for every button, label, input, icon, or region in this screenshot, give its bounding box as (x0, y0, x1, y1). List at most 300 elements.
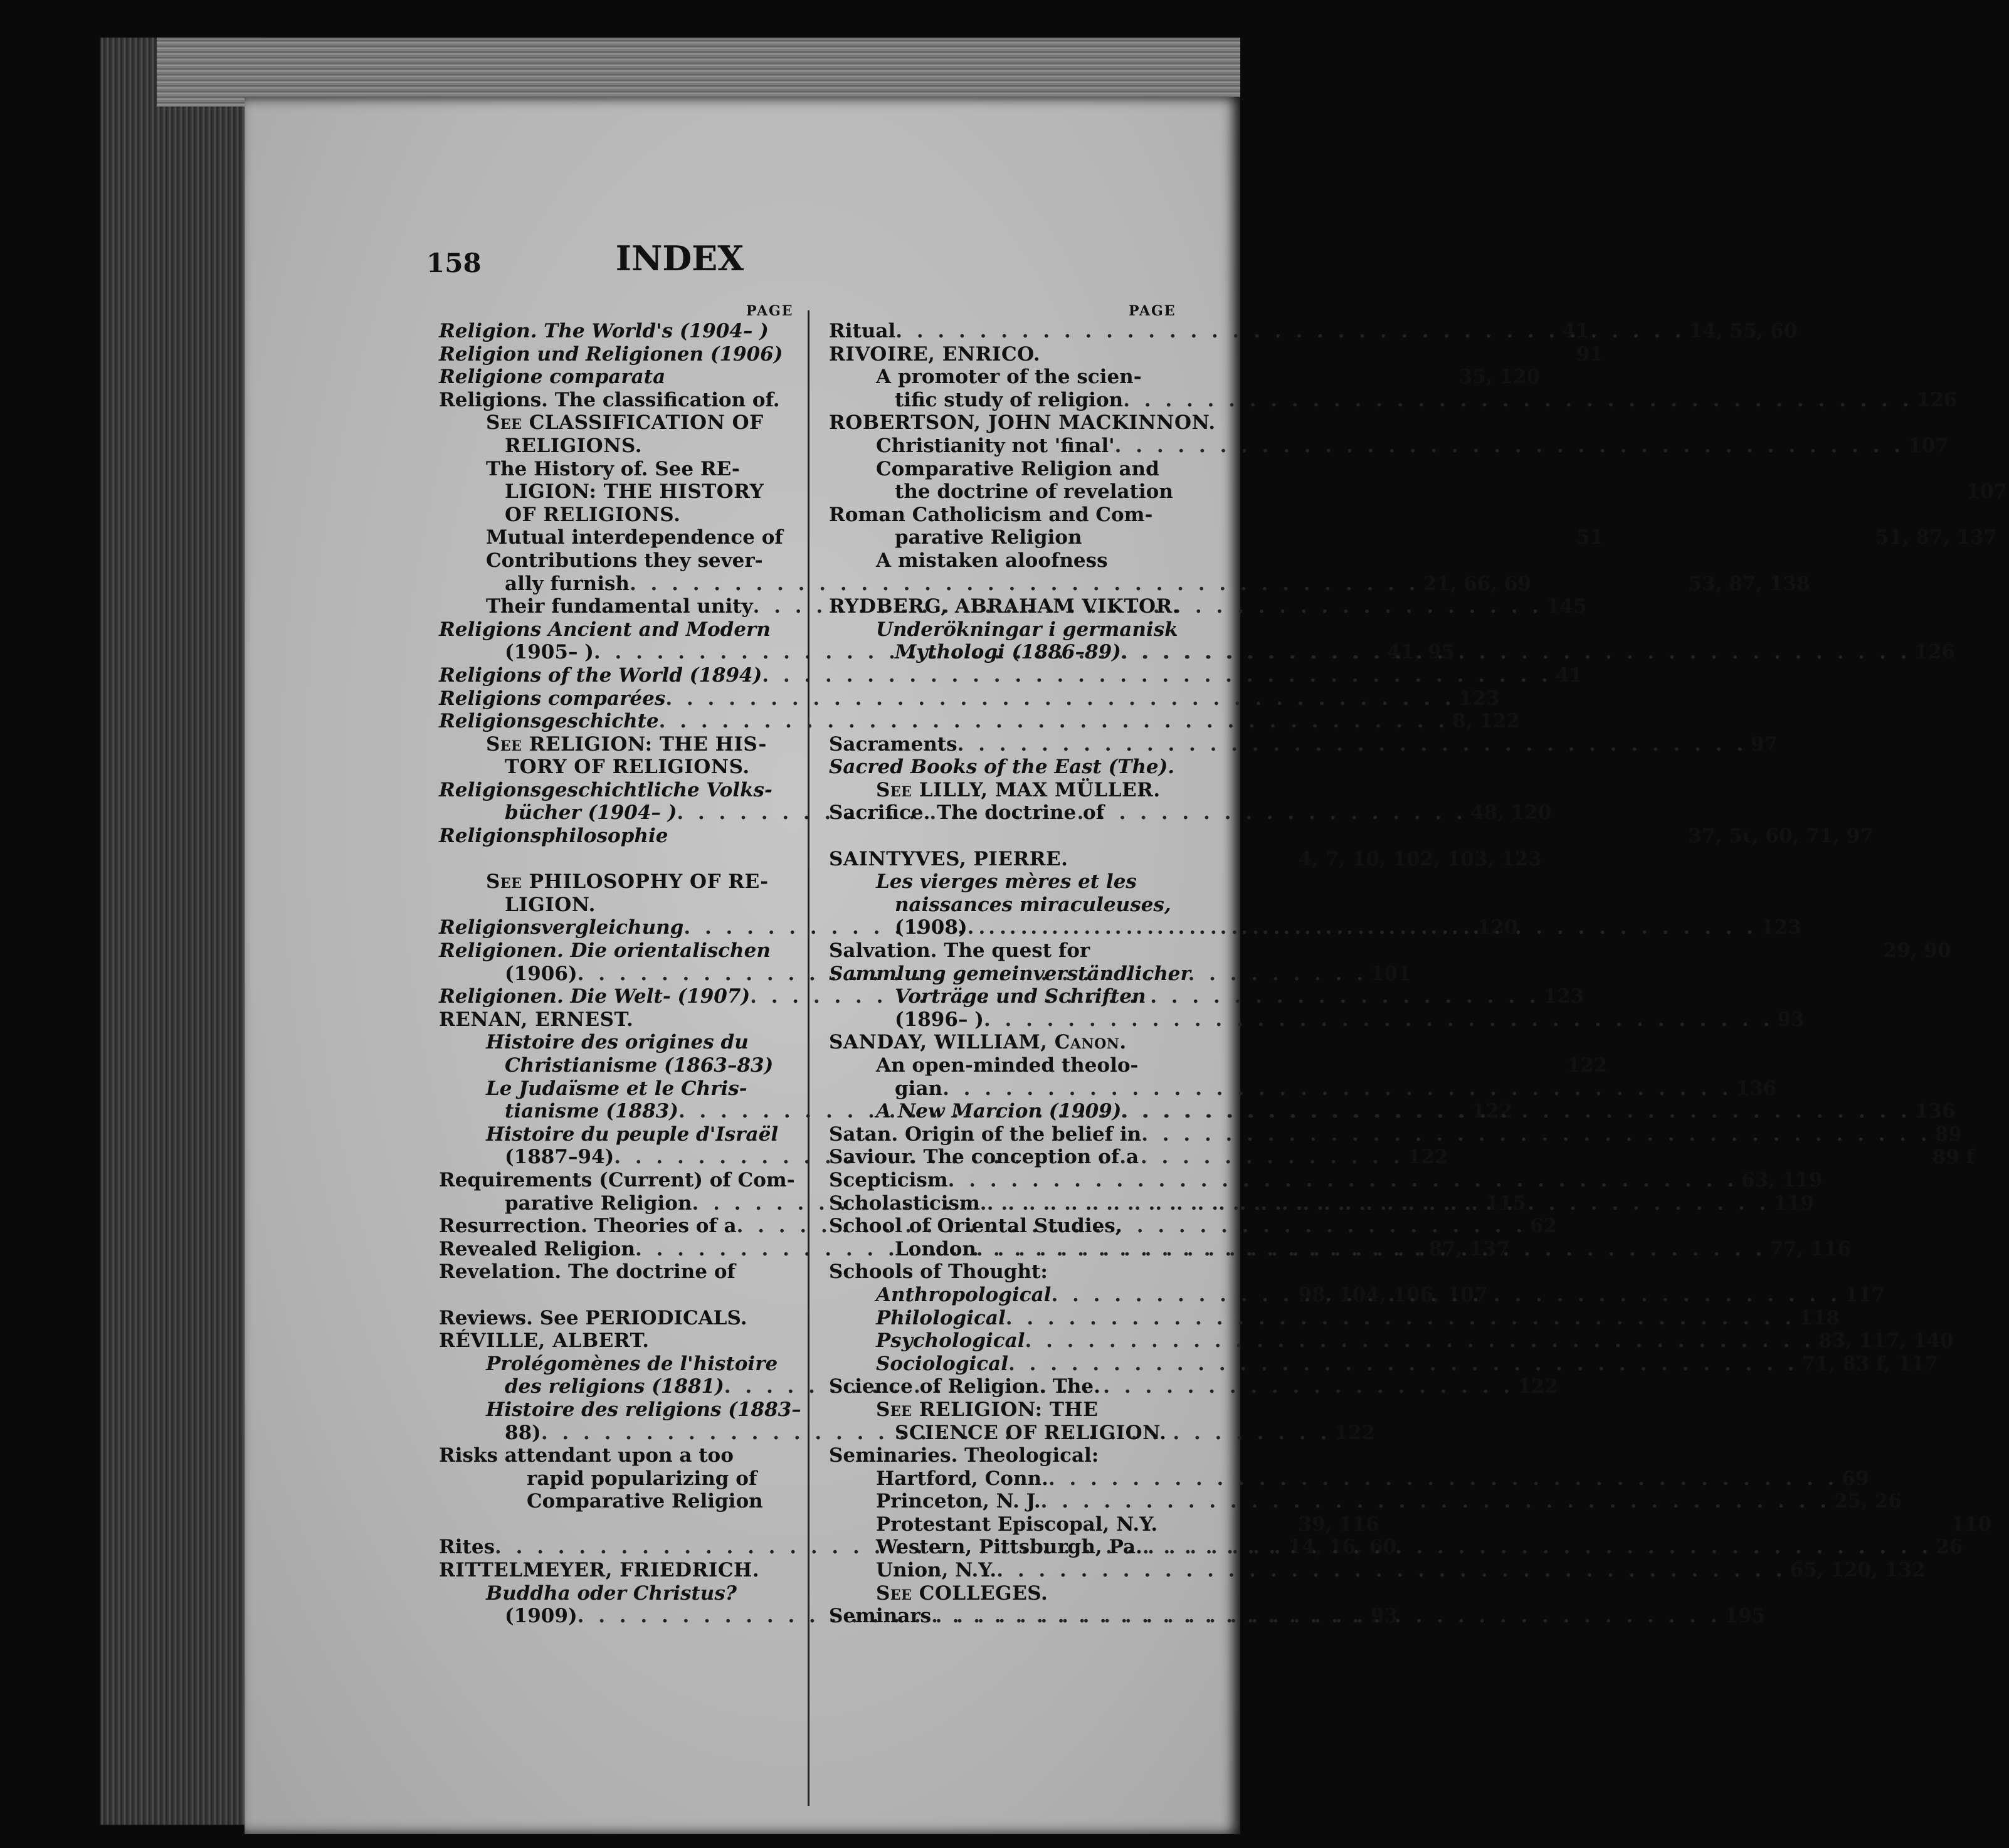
entry-pages (1538, 1031, 1542, 1054)
index-entry (439, 733, 796, 756)
index-entry (439, 1582, 796, 1605)
entry-term: Christianisme (1863–83) (505, 1054, 774, 1077)
entry-term: Religions. The classification of. (439, 388, 780, 411)
entry-pages (1830, 343, 1834, 366)
entry-spacer (829, 710, 1199, 733)
dot-leader (1123, 389, 1912, 412)
entry-term: Risks attendant upon a too (439, 1444, 734, 1467)
entry-term: the doctrine of revelation (895, 480, 1173, 504)
dot-leader (957, 733, 1747, 756)
entry-pages: 65, 120, 132 (1790, 1559, 1926, 1582)
index-entry (439, 549, 796, 573)
entry-pages: 21, 66, 69 (1423, 572, 1531, 595)
index-entry (439, 389, 796, 412)
index-entry (829, 825, 1874, 848)
entry-term: RYDBERG, ABRAHAM VIKTOR. (829, 595, 1180, 618)
index-entry (439, 1077, 796, 1101)
index-entry (829, 985, 1199, 1008)
entry-term: Religionen. Die Welt- (1907) (439, 985, 751, 1008)
entry-pages: 120 (1477, 916, 1518, 939)
entry-pages: 41 (1555, 663, 1583, 687)
dot-leader (942, 1077, 1732, 1101)
entry-term: Histoire du peuple d'Israël (486, 1122, 779, 1146)
index-entry (829, 343, 1199, 366)
index-entry (829, 894, 1199, 917)
entry-term: Contributions they sever- (486, 549, 763, 572)
entry-pages: 136 (1736, 1077, 1777, 1100)
dot-leader (1142, 1536, 1932, 1559)
entry-term: Schools of Thought: (829, 1260, 1048, 1284)
index-entry (829, 1215, 1199, 1238)
entry-pages (1912, 1215, 1916, 1238)
entry-pages (1961, 894, 1964, 917)
index-entry (829, 963, 1199, 986)
index-entry (829, 1306, 1840, 1330)
index-entry (829, 388, 1958, 412)
index-entry (439, 1467, 796, 1491)
index-entry (829, 1329, 1954, 1353)
entry-term: OF RELIGIONS. (505, 503, 681, 526)
entry-pages (1529, 458, 1533, 481)
dot-leader (1041, 1490, 1830, 1513)
entry-pages: 37, 5ι, 60, 71, 97 (1688, 825, 1874, 848)
entry-term: LIGION: THE HISTORY (505, 480, 764, 504)
entry-term: Le Judaïsme et le Chris- (486, 1077, 747, 1100)
entry-term: gian (895, 1077, 943, 1100)
index-entry (439, 1169, 796, 1192)
entry-pages (1968, 618, 1971, 642)
index-entry (829, 1444, 1199, 1467)
entry-pages: 93 (1371, 1605, 1398, 1628)
entry-pages (1980, 963, 1984, 986)
entry-pages: 41 (1562, 320, 1590, 342)
index-entry (439, 710, 1520, 733)
index-entry (829, 1422, 1199, 1445)
entry-term: SCIENCE OF RELIGION. (895, 1421, 1167, 1444)
index-entry (829, 732, 1778, 756)
right-column-page-heading: PAGE (1129, 303, 1176, 319)
entry-pages (1458, 825, 1462, 848)
book-top-edges (157, 38, 1240, 107)
index-entry (829, 1077, 1777, 1101)
entry-term: Revealed Religion (439, 1237, 635, 1260)
entry-pages: 53, 87, 138 (1688, 572, 1810, 595)
entry-pages: 4, 7, 10, 102, 103, 123 (1298, 847, 1542, 870)
index-entry (439, 1123, 796, 1146)
entry-term: A promoter of the scien- (876, 366, 1142, 389)
dot-leader (1115, 435, 1904, 458)
entry-term: des religions (1881) (505, 1375, 724, 1398)
entry-pages: 122 (1334, 1421, 1375, 1444)
entry-pages (1591, 1398, 1595, 1422)
entry-term: Histoire des religions (1883– (486, 1398, 801, 1421)
entry-term: tific study of religion (895, 388, 1124, 411)
entry-term: Scholasticism (829, 1191, 980, 1215)
entry-pages: 8, 122 (1452, 710, 1520, 733)
dot-leader (895, 320, 1685, 343)
index-entry (439, 480, 796, 504)
entry-pages (1558, 870, 1562, 894)
entry-term: rapid popularizing of (527, 1467, 757, 1490)
index-entry (439, 1398, 801, 1422)
index-entry (829, 801, 1199, 825)
entry-term: (1905– ) (505, 641, 594, 664)
index-entry (439, 504, 796, 527)
entry-term: Resurrection. Theories of a (439, 1215, 737, 1238)
index-entry (829, 480, 2008, 504)
entry-term: Science of Religion. The. (829, 1375, 1100, 1398)
entry-term: parative Religion (505, 1191, 692, 1215)
dot-leader (1008, 1353, 1798, 1376)
entry-term: The History of. See RE- (486, 457, 740, 480)
entry-term: See RELIGION: THE HIS- (486, 732, 767, 756)
index-entry (829, 1467, 1869, 1491)
entry-term: SANDAY, WILLIAM, Canon. (829, 1031, 1127, 1054)
index-entry (439, 1031, 796, 1054)
index-entry (829, 526, 1998, 549)
entry-term: Christianity not 'final' (876, 434, 1115, 457)
index-entry (829, 1398, 1199, 1422)
entry-term: Sacred Books of the East (The). (829, 756, 1175, 779)
entry-pages (1936, 985, 1939, 1008)
entry-pages: 97 (1751, 732, 1778, 756)
index-entry (829, 848, 1199, 871)
entry-pages: 41, 95 (1387, 641, 1455, 664)
entry-pages (1554, 480, 1558, 504)
entry-term: London (895, 1237, 976, 1260)
index-entry (829, 504, 1199, 527)
entry-term: Religione comparata (439, 366, 666, 389)
entry-term: Religion. The World's (1904– ) (439, 320, 769, 342)
entry-pages (1553, 411, 1557, 435)
entry-pages: 51, 87, 137 (1875, 526, 1998, 549)
entry-pages (1553, 549, 1556, 573)
entry-pages (1526, 1582, 1530, 1605)
entry-pages: 89 (1934, 1122, 1962, 1146)
entry-pages: 126 (1914, 641, 1955, 664)
entry-pages: 115 (1485, 1191, 1526, 1215)
index-entry (439, 618, 796, 642)
dot-leader (984, 1008, 1773, 1032)
index-entry (829, 1122, 1962, 1146)
entry-term: Religions Ancient and Modern (439, 618, 771, 641)
entry-pages: 63, 119 (1741, 1168, 1823, 1191)
index-entry (439, 939, 796, 963)
entry-pages (1560, 939, 1564, 963)
entry-pages (1523, 1444, 1527, 1467)
entry-pages (2005, 411, 2009, 435)
entry-pages (1838, 1582, 1842, 1605)
entry-pages: 123 (1458, 687, 1500, 710)
index-entry (829, 366, 1199, 389)
entry-pages: 145 (1546, 595, 1587, 618)
entry-pages: 91 (1576, 342, 1603, 366)
entry-pages: 93 (1777, 1008, 1805, 1031)
index-entry (439, 1559, 796, 1582)
index-entry (829, 1352, 1939, 1376)
index-page (245, 97, 2008, 1834)
index-entry (439, 1444, 796, 1467)
index-entry (829, 1375, 1199, 1398)
entry-pages (1916, 1031, 1920, 1054)
index-entry (439, 687, 1500, 710)
index-entry (439, 1329, 796, 1353)
index-entry (439, 1260, 796, 1284)
page-header (245, 238, 1240, 278)
entry-pages: 122 (1472, 1100, 1513, 1123)
entry-pages (1926, 870, 1930, 894)
entry-term: Sociological (876, 1352, 1009, 1375)
entry-pages (1894, 801, 1897, 825)
entry-pages (1931, 366, 1935, 389)
index-entry (439, 825, 796, 848)
index-entry (829, 1490, 1902, 1513)
dot-leader (976, 1238, 1766, 1261)
dot-leader (1121, 1100, 1911, 1123)
entry-term: See RELIGION: THE (876, 1398, 1099, 1421)
index-entry (439, 894, 796, 917)
entry-pages: 77, 116 (1769, 1237, 1851, 1260)
entry-term: A mistaken aloofness (876, 549, 1108, 572)
entry-term: Scepticism (829, 1168, 948, 1191)
column-divider (808, 310, 809, 1806)
entry-term: ally furnish (505, 572, 630, 595)
entry-term: Les vierges mères et les (876, 870, 1137, 894)
dot-leader (948, 1169, 1737, 1192)
entry-term: An open-minded theolo- (876, 1054, 1139, 1077)
index-entry (439, 1490, 796, 1513)
entry-term: naissances miraculeuses, (895, 893, 1171, 916)
entry-term: parative Religion (895, 526, 1082, 549)
entry-pages (1385, 894, 1389, 917)
entry-pages (1950, 779, 1954, 802)
index-entry (829, 458, 1199, 481)
entry-pages: 83, 117, 140 (1818, 1329, 1954, 1353)
entry-term: Ritual (829, 320, 896, 342)
entry-term: Rites (439, 1536, 495, 1559)
entry-term: Religionsgeschichtliche Volks- (439, 778, 772, 801)
index-entry (439, 1008, 796, 1032)
entry-pages (1949, 458, 1953, 481)
entry-pages (1837, 1260, 1841, 1284)
entry-term: tianisme (1883) (505, 1100, 678, 1123)
left-column-page-heading: PAGE (746, 303, 794, 319)
entry-term: 88) (505, 1421, 541, 1444)
entry-term: RENAN, ERNEST. (439, 1008, 634, 1031)
entry-term: Protestant Episcopal, N.Y. (876, 1513, 1158, 1536)
header-title: INDEX (615, 238, 744, 278)
entry-term: Religionen. Die orientalischen (439, 939, 771, 963)
entry-pages: 136 (1914, 1100, 1956, 1123)
entry-term: Comparative Religion and (876, 457, 1159, 480)
entry-pages: 14, 55, 60 (1689, 320, 1798, 342)
entry-term: Revelation. The doctrine of (439, 1260, 736, 1284)
entry-pages: 35, 120 (1458, 366, 1541, 389)
entry-pages: 117 (1844, 1283, 1885, 1306)
entry-pages: 71, 83 f, 117 (1801, 1352, 1939, 1375)
entry-pages: 122 (1407, 1146, 1448, 1169)
entry-pages (1897, 549, 1901, 573)
entry-term: (1906) (505, 962, 577, 985)
entry-pages: 98, 104, 106, 107 (1298, 1283, 1488, 1306)
index-entry (829, 618, 1199, 642)
index-entry (829, 779, 1199, 802)
entry-pages: 123 (1543, 985, 1585, 1008)
page-number: 158 (426, 248, 482, 278)
index-entry (829, 756, 1199, 779)
entry-term: Salvation. The quest for (829, 939, 1090, 963)
entry-pages: 89 f (1932, 1146, 1975, 1169)
index-entry (439, 411, 796, 435)
entry-pages (1539, 756, 1543, 779)
entry-pages (1889, 1444, 1892, 1467)
index-entry (439, 663, 1583, 687)
entry-term: Religions of the World (1894) (439, 663, 762, 687)
index-entry (829, 1008, 1805, 1032)
entry-pages: 48, 120 (1470, 801, 1552, 825)
dot-leader (1051, 1284, 1840, 1307)
entry-term: Underökningar i germanisk (876, 618, 1178, 641)
dot-leader (980, 1192, 1769, 1215)
index-entry (829, 1559, 1926, 1582)
entry-term: (1909) (505, 1605, 577, 1628)
entry-pages (1888, 1398, 1892, 1422)
entry-pages: 122 (1566, 1054, 1608, 1077)
dot-leader (931, 1605, 1721, 1628)
entry-term: Seminars (829, 1605, 932, 1628)
entry-pages: 29, 90 (1883, 939, 1951, 963)
index-entry (439, 458, 796, 481)
entry-term: Vorträge und Schriften (895, 985, 1146, 1008)
index-entry (439, 435, 796, 458)
dot-leader (996, 1559, 1786, 1582)
entry-term: Religions comparées (439, 687, 666, 710)
entry-pages: 26 (1936, 1536, 1963, 1559)
entry-term: Hartford, Conn. (876, 1467, 1048, 1490)
index-entry (829, 595, 1199, 618)
entry-term: Seminaries. Theological: (829, 1444, 1099, 1467)
entry-pages: 25, 26 (1834, 1490, 1902, 1513)
entry-term: Religionsgeschichte (439, 710, 659, 733)
entry-term: Roman Catholicism and Com- (829, 503, 1153, 526)
entry-term: Saviour. The conception of a (829, 1146, 1139, 1169)
entry-pages: 101 (1371, 962, 1411, 985)
entry-term: Their fundamental unity (486, 595, 753, 618)
entry-term: (1908) (895, 916, 968, 939)
entry-pages (1943, 504, 1946, 527)
entry-term: Religionsvergleichung (439, 916, 684, 939)
entry-pages: 119 (1773, 1191, 1814, 1215)
entry-pages: 14, 16, 60 (1288, 1536, 1397, 1559)
entry-term: Princeton, N. J. (876, 1490, 1041, 1513)
entry-pages: 110 (1951, 1513, 1992, 1536)
entry-term: LIGION. (505, 893, 596, 916)
index-entry (439, 1307, 796, 1330)
entry-pages: 107 (1908, 434, 1949, 457)
entry-term: Reviews. See PERIODICALS. (439, 1306, 747, 1329)
index-entry (439, 779, 796, 802)
book-page-edges (100, 38, 263, 1825)
entry-pages: 39, 116 (1298, 1513, 1379, 1536)
dot-leader (1025, 1329, 1815, 1353)
index-entry (439, 870, 796, 894)
entry-term: RITTELMEYER, FRIEDRICH. (439, 1559, 760, 1582)
entry-pages: 107 (1966, 480, 2008, 504)
entry-pages (1858, 848, 1862, 871)
entry-term: Religionsphilosophie (439, 825, 668, 848)
entry-term: RIVOIRE, ENRICO. (829, 342, 1041, 366)
index-entry (829, 549, 1199, 573)
entry-term: Buddha oder Christus? (486, 1581, 737, 1605)
entry-pages (1890, 1375, 1894, 1398)
entry-term: Sammlung gemeinverständlicher (829, 962, 1191, 985)
entry-term: bücher (1904– ) (505, 801, 677, 825)
dot-leader (968, 916, 1757, 939)
entry-pages (1969, 595, 1973, 618)
entry-pages: 126 (1916, 388, 1958, 411)
entry-pages (1956, 1422, 1960, 1445)
dot-leader (1121, 641, 1911, 664)
entry-term: Anthropological (876, 1283, 1052, 1306)
index-entry (829, 1582, 1199, 1605)
entry-term: RELIGIONS. (505, 434, 643, 457)
entry-term: Philological (876, 1306, 1006, 1329)
entry-term: TORY OF RELIGIONS. (505, 756, 750, 779)
entry-pages (1560, 618, 1564, 642)
index-entry (439, 1353, 796, 1376)
entry-term: See LILLY, MAX MÜLLER. (876, 778, 1161, 801)
index-entry (829, 1260, 1199, 1284)
index-entry (829, 434, 1949, 458)
entry-spacer (829, 664, 1199, 687)
entry-pages: 69 (1842, 1467, 1869, 1490)
dot-leader (1141, 1123, 1931, 1146)
entry-term: Sacrifice. The doctrine of (829, 801, 1105, 825)
index-entry (439, 572, 1531, 596)
entry-pages: 118 (1799, 1306, 1840, 1329)
entry-term: Comparative Religion (527, 1490, 763, 1513)
index-entry (829, 411, 1216, 435)
entry-pages (1470, 504, 1474, 527)
entry-term: Psychological (876, 1329, 1025, 1353)
dot-leader (1048, 1467, 1838, 1491)
entry-term: (1887–94) (505, 1146, 614, 1169)
entry-term: See COLLEGES. (876, 1581, 1048, 1605)
entry-term: A New Marcion (1909) (876, 1100, 1122, 1123)
entry-term: Requirements (Current) of Com- (439, 1168, 795, 1191)
entry-term: Western, Pittsburgh, Pa. (876, 1536, 1142, 1559)
entry-term: School of Oriental Studies, (829, 1215, 1122, 1238)
entry-pages: 123 (1761, 916, 1801, 939)
entry-term: (1896– ) (895, 1008, 984, 1031)
entry-term: ROBERTSON, JOHN MACKINNON. (829, 411, 1216, 435)
entry-term: Histoire des origines du (486, 1031, 749, 1054)
entry-term: Prolégomènes de l'histoire (486, 1352, 778, 1375)
index-entry (829, 1054, 1199, 1077)
entry-pages: 87, 137 (1428, 1237, 1510, 1260)
entry-pages (1525, 1260, 1529, 1284)
entry-spacer (829, 687, 1199, 710)
entry-pages (1562, 779, 1566, 802)
entry-term: Satan. Origin of the belief in (829, 1122, 1142, 1146)
index-entry (439, 756, 796, 779)
entry-pages: 195 (1724, 1605, 1766, 1628)
entry-term: Mutual interdependence of (486, 526, 783, 549)
entry-pages: 62 (1530, 1215, 1558, 1238)
entry-pages: 122 (1517, 1375, 1558, 1398)
index-entry (829, 870, 1199, 894)
entry-term: Mythologi (1886–89) (895, 641, 1121, 664)
